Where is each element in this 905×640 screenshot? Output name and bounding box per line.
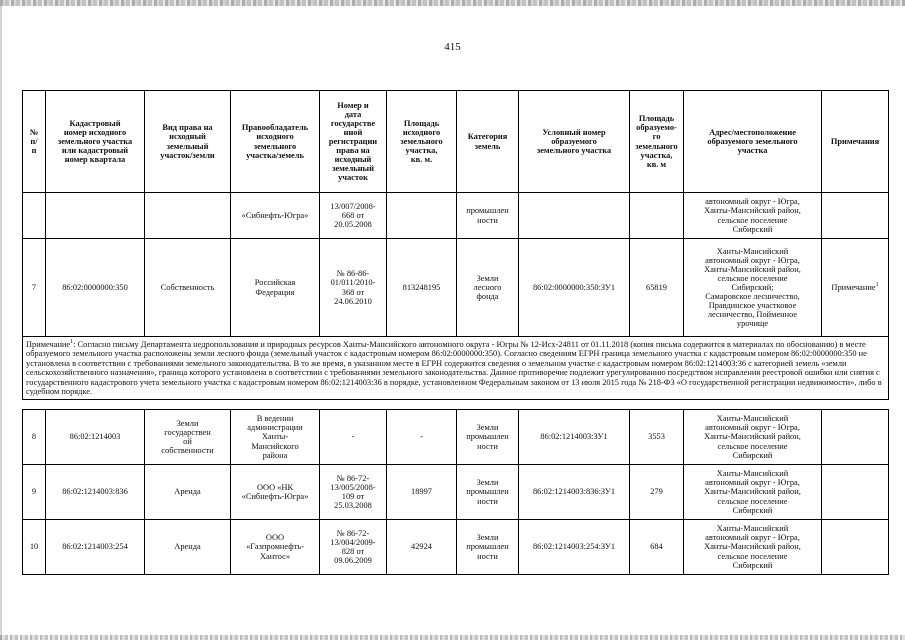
cell-number bbox=[23, 193, 46, 239]
cell-new-area bbox=[630, 193, 684, 239]
cell-source-area: - bbox=[387, 410, 457, 465]
cell-right-type: Собственность bbox=[145, 239, 231, 337]
cell-new-area: 279 bbox=[630, 465, 684, 520]
cell-conditional-number bbox=[519, 193, 630, 239]
cell-registration: 13/007/2008- 668 от 20.05.2008 bbox=[320, 193, 387, 239]
table-row bbox=[23, 410, 889, 465]
table-row bbox=[23, 520, 889, 575]
footnote-row bbox=[23, 337, 889, 400]
land-plots-table-continued bbox=[22, 409, 889, 575]
column-header-number: № п/ п bbox=[23, 91, 46, 193]
cell-right-type: Аренда bbox=[145, 465, 231, 520]
cell-source-area: 18997 bbox=[387, 465, 457, 520]
cell-conditional-number: 86:02:1214003:ЗУ1 bbox=[519, 410, 630, 465]
cell-owner: Российская Федерация bbox=[231, 239, 320, 337]
cell-conditional-number: 86:02:0000000:350:ЗУ1 bbox=[519, 239, 630, 337]
notes-footnote-marker: 1 bbox=[875, 282, 879, 289]
column-header-owner: Правообладатель исходного земельного участка/земель bbox=[231, 91, 320, 193]
cell-owner: «Сибнефть-Югра» bbox=[231, 193, 320, 239]
cell-number: 10 bbox=[23, 520, 46, 575]
cell-registration: - bbox=[320, 410, 387, 465]
footnote-label: Примечание bbox=[26, 340, 71, 349]
scan-edge-top bbox=[0, 0, 905, 6]
column-header-cadastral-number: Кадастровый номер исходного земельного участка или кадастровый номер квартала bbox=[46, 91, 145, 193]
cell-notes bbox=[822, 410, 889, 465]
cell-owner: В ведении администрации Ханты- Мансийского района bbox=[231, 410, 320, 465]
cell-land-category: Земли промышлен ности bbox=[457, 520, 519, 575]
table-row bbox=[23, 239, 889, 337]
cell-right-type bbox=[145, 193, 231, 239]
cell-number: 9 bbox=[23, 465, 46, 520]
cell-right-type: Земли государствен ой собственности bbox=[145, 410, 231, 465]
cell-number: 8 bbox=[23, 410, 46, 465]
cell-right-type: Аренда bbox=[145, 520, 231, 575]
cell-owner: ООО «НК «Сибнефть-Югра» bbox=[231, 465, 320, 520]
footnote-cell bbox=[23, 337, 889, 400]
cell-address: Ханты-Мансийский автономный округ - Югра, Ханты-Мансийский район, сельское поселение Сибирский bbox=[684, 410, 822, 465]
cell-number: 7 bbox=[23, 239, 46, 337]
cell-land-category: Земли лесного фонда bbox=[457, 239, 519, 337]
cell-address: Ханты-Мансийский автономный округ - Югра, Ханты-Мансийский район, сельское поселение Сибирский bbox=[684, 520, 822, 575]
cell-new-area: 3553 bbox=[630, 410, 684, 465]
cell-source-area: 42924 bbox=[387, 520, 457, 575]
scan-edge-left bbox=[0, 0, 2, 640]
scan-edge-bottom bbox=[0, 635, 905, 640]
cell-cadastral-number: 86:02:0000000:350 bbox=[46, 239, 145, 337]
cell-new-area: 65819 bbox=[630, 239, 684, 337]
column-header-registration: Номер и дата государстве нной регистрации права на исходный земельный участок bbox=[320, 91, 387, 193]
cell-registration: № 86-72- 13/004/2009- 828 от 09.06.2009 bbox=[320, 520, 387, 575]
cell-cadastral-number: 86:02:1214003:254 bbox=[46, 520, 145, 575]
cell-notes bbox=[822, 520, 889, 575]
footnote-text: : Согласно письму Департамента недропользования и природных ресурсов Ханты-Мансийского автономного округа - Югры № 12-Исх-24811 от 01.11.2018 (копия письма содержится в материалах по обоснованию) в месте образуемого земельного участка расположены земли лесного фонда (земельный участок с кадастровым номером 86:02:0000000:350). Согласно сведениям ЕГРН граница земельного участка с кадастровым номером 86:02:0000000:350 не установлена в соответствии с требованиями земельного законодательства. В то же время, в указанном месте в ЕГРН содержится сведения о земельном участке с кадастровым номером 86:02:1214003:36 с категорией земель «земли сельскохозяйственного назначения», граница которого установлена в соответствии с требованиями земельного законодательства. Данное противоречие подлежит урегулированию посредством исправления реестровой ошибки или снятия с государственного кадастрового учета земельного участка с кадастровым номером 86:02:1214003:36 в порядке, установленном Федеральным законом от 13 июля 2015 года № 218-ФЗ «О государственной регистрации недвижимости», либо в судебном порядке. bbox=[26, 340, 882, 397]
land-plots-table bbox=[22, 90, 889, 400]
cell-address: Ханты-Мансийский автономный округ - Югра, Ханты-Мансийский район, сельское поселение Сибирский bbox=[684, 465, 822, 520]
cell-land-category: Земли промышлен ности bbox=[457, 465, 519, 520]
cell-new-area: 684 bbox=[630, 520, 684, 575]
cell-land-category: промышлен ности bbox=[457, 193, 519, 239]
column-header-source-area: Площадь исходного земельного участка, кв. м. bbox=[387, 91, 457, 193]
cell-cadastral-number: 86:02:1214003:836 bbox=[46, 465, 145, 520]
cell-notes bbox=[822, 465, 889, 520]
cell-registration: № 86-86- 01/011/2010- 368 от 24.06.2010 bbox=[320, 239, 387, 337]
cell-conditional-number: 86:02:1214003:254:ЗУ1 bbox=[519, 520, 630, 575]
column-header-land-category: Категория земель bbox=[457, 91, 519, 193]
cell-source-area: 813248195 bbox=[387, 239, 457, 337]
footnote-sup: 1 bbox=[70, 339, 74, 346]
cell-land-category: Земли промышлен ности bbox=[457, 410, 519, 465]
column-header-new-area: Площадь образуемо- го земельного участка, кв. м bbox=[630, 91, 684, 193]
column-header-conditional-number: Условный номер образуемого земельного участка bbox=[519, 91, 630, 193]
cell-registration: № 86-72- 13/005/2008- 109 от 25.03.2008 bbox=[320, 465, 387, 520]
column-header-notes: Примечания bbox=[822, 91, 889, 193]
cell-address: Ханты-Мансийский автономный округ - Югра, Ханты-Мансийский район, сельское поселение Сибирский; Самаровское лесничество, Правдинское участковое лесничество, Пойменное урочище bbox=[684, 239, 822, 337]
cell-cadastral-number bbox=[46, 193, 145, 239]
cell-notes bbox=[822, 193, 889, 239]
table-row bbox=[23, 465, 889, 520]
cell-cadastral-number: 86:02:1214003 bbox=[46, 410, 145, 465]
cell-source-area bbox=[387, 193, 457, 239]
cell-conditional-number: 86:02:1214003:836:ЗУ1 bbox=[519, 465, 630, 520]
page-number: 415 bbox=[444, 41, 461, 53]
table-row-continuation bbox=[23, 193, 889, 239]
column-header-right-type: Вид права на исходный земельный участок/земли bbox=[145, 91, 231, 193]
cell-owner: ООО «Газпромнефть- Хантос» bbox=[231, 520, 320, 575]
column-header-address: Адрес/местоположение образуемого земельного участка bbox=[684, 91, 822, 193]
table-header-row bbox=[23, 91, 889, 193]
cell-notes: Примечание$^1$ bbox=[822, 239, 889, 337]
cell-address: автономный округ - Югра, Ханты-Мансийский район, сельское поселение Сибирский bbox=[684, 193, 822, 239]
